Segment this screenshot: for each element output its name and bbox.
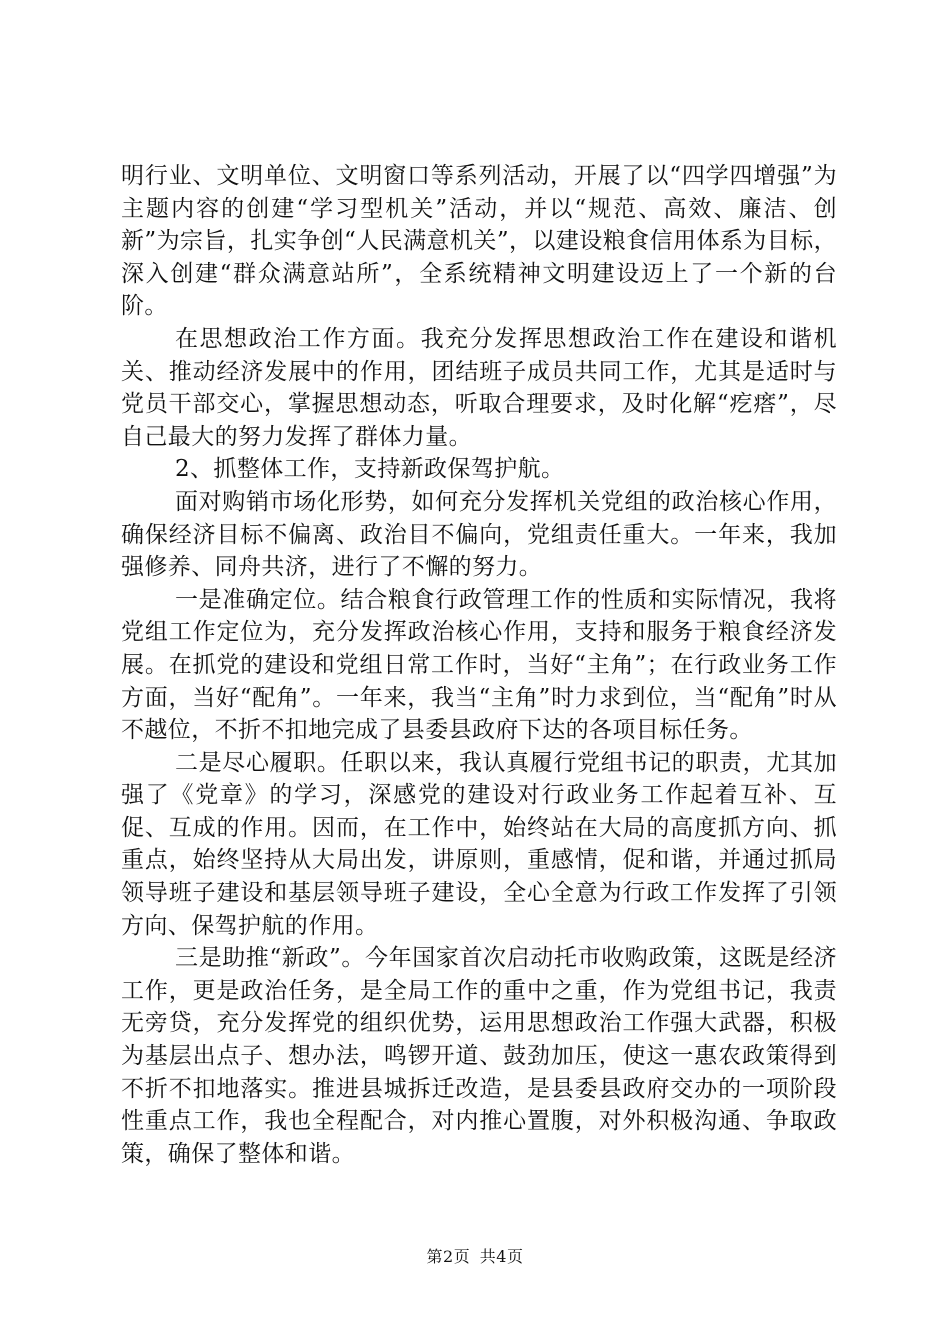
paragraph-new-policy: 三是助推“新政”。今年国家首次启动托市收购政策，这既是经济工作，更是政治任务，是全局工作的重中之重，作为党组书记，我责无旁贷，充分发挥党的组织优势，运用思想政治工作强大武器，积极为基层出点子、想办法，鸣锣开道、鼓劲加压，使这一惠农政策得到不折不扣地落实。推进县城拆迁改造，是县委县政府交办的一项阶段性重点工作，我也全程配合，对内推心置腹，对外积极沟通、争取政策，确保了整体和谐。 [121, 945, 837, 1167]
paragraph-market-situation: 面对购销市场化形势，如何充分发挥机关党组的政治核心作用，确保经济目标不偏离、政治目不偏向，党组责任重大。一年来，我加强修养、同舟共济，进行了不懈的努力。 [121, 488, 837, 581]
page-number-current: 第2页 [426, 1247, 471, 1266]
paragraph-continuation: 明行业、文明单位、文明窗口等系列活动，开展了以“四学四增强”为主题内容的创建“学习型机关”活动，并以“规范、高效、廉洁、创新”为宗旨，扎实争创“人民满意机关”，以建设粮食信用体系为目标，深入创建“群众满意站所”，全系统精神文明建设迈上了一个新的台阶。 [121, 163, 837, 320]
section-heading-overall-work: 2、抓整体工作，支持新政保驾护航。 [175, 456, 565, 483]
paragraph-ideology-work: 在思想政治工作方面。我充分发挥思想政治工作在建设和谐机关、推动经济发展中的作用，团结班子成员共同工作，尤其是适时与党员干部交心，掌握思想动态，听取合理要求，及时化解“疙瘩”，尽自己最大的努力发挥了群体力量。 [121, 325, 837, 450]
page-number-total: 共4页 [479, 1247, 524, 1266]
document-body [121, 160, 837, 1170]
paragraph-positioning: 一是准确定位。结合粮食行政管理工作的性质和实际情况，我将党组工作定位为，充分发挥政治核心作用，支持和服务于粮食经济发展。在抓党的建设和党组日常工作时，当好“主角”；在行政业务工作方面，当好“配角”。一年来，我当“主角”时力求到位，当“配角”时从不越位，不折不扣地完成了县委县政府下达的各项目标任务。 [121, 586, 837, 744]
paragraph-duty: 二是尽心履职。任职以来，我认真履行党组书记的职责，尤其加强了《党章》的学习，深感党的建设对行政业务工作起着互补、互促、互成的作用。因而，在工作中，始终站在大局的高度抓方向、抓重点，始终坚持从大局出发，讲原则，重感情，促和谐，并通过抓局领导班子建设和基层领导班子建设，全心全意为行政工作发挥了引领方向、保驾护航的作用。 [121, 749, 837, 939]
page-footer [0, 1244, 950, 1267]
